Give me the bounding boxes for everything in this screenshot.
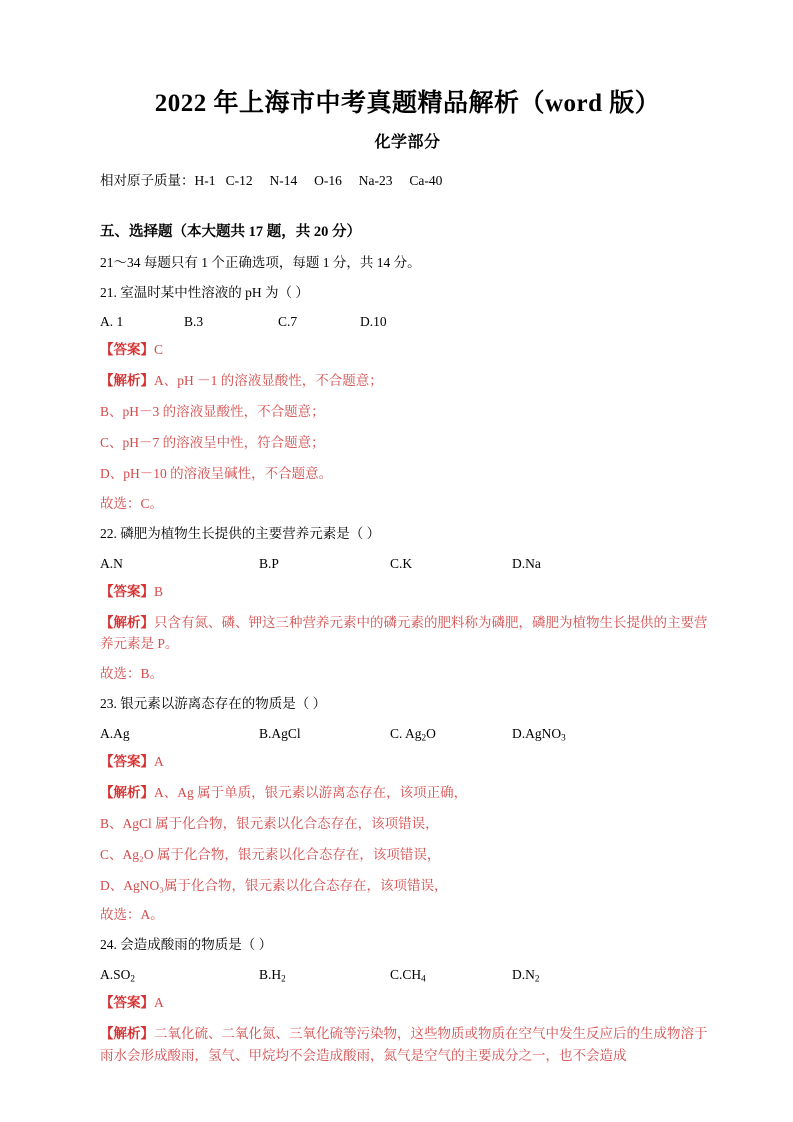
answer-tag: 【答案】 [100, 342, 154, 358]
atomic-mass-reference: 相对原子质量：H-1 C-12 N-14 O-16 Na-23 Ca-40 [100, 173, 443, 189]
answer-value: B [154, 583, 164, 599]
analysis-line [100, 370, 715, 392]
answer-line [100, 582, 715, 603]
analysis-text: 二氧化硫、二氧化氮、三氧化硫等污染物，这些物质或物质在空气中发生反应后的生成物溶于雨水会形成酸雨，氢气、甲烷均不会造成酸雨，氮气是空气的主要成分之一，也不会造成 [100, 1026, 708, 1064]
option-a[interactable]: $A.SO_2$ [100, 967, 135, 984]
option-c[interactable]: C.7 [278, 314, 298, 330]
analysis-line: C、Ag₂O 属于化合物，银元素以化合态存在，该项错误， [100, 846, 441, 862]
analysis-tag: 【解析】 [100, 1026, 154, 1042]
analysis-line [100, 782, 715, 804]
answer-value: A [154, 995, 164, 1011]
analysis-line: D、AgNO₃属于化合物，银元素以化合态存在，该项错误， [100, 877, 448, 893]
section-note: 21～34 每题只有 1 个正确选项，每题 1 分，共 14 分。 [100, 254, 421, 270]
analysis-line [100, 612, 715, 656]
formula-subscript: 4 [421, 973, 426, 984]
section-heading: 五、选择题（本大题共 17 题，共 20 分） [100, 223, 361, 240]
question-options [100, 312, 715, 331]
answer-tag: 【答案】 [100, 754, 154, 770]
analysis-tag: 【解析】 [100, 373, 154, 389]
formula-subscript: 3 [561, 732, 566, 743]
option-d[interactable]: D.Na [512, 555, 541, 571]
analysis-line: C、pH－7 的溶液呈中性，符合题意； [100, 435, 325, 451]
answer-value: C [154, 342, 164, 358]
question-options [100, 724, 715, 743]
analysis-conclusion: 故选：B。 [100, 666, 164, 682]
analysis-line: D、pH－10 的溶液呈碱性，不合题意。 [100, 465, 333, 481]
formula-subscript: 2 [534, 973, 540, 984]
question-options [100, 965, 715, 984]
analysis-text: A、pH －1 的溶液显酸性，不合题意； [154, 373, 383, 389]
answer-tag: 【答案】 [100, 995, 154, 1011]
answer-line [100, 340, 715, 361]
option-a[interactable]: A.N [100, 555, 123, 571]
analysis-tag: 【解析】 [100, 785, 154, 801]
analysis-line [100, 1023, 715, 1067]
question-stem: 24. 会造成酸雨的物质是（ ） [100, 937, 273, 953]
question-block-22 [100, 524, 715, 685]
page-title: 2022 年上海市中考真题精品解析（word 版） [154, 90, 661, 117]
option-d[interactable]: D.10 [360, 314, 387, 330]
analysis-conclusion: 故选：C。 [100, 495, 164, 511]
option-c[interactable]: C. $Ag_2O$ [390, 726, 436, 743]
analysis-line: B、AgCl 属于化合物，银元素以化合态存在，该项错误， [100, 815, 439, 831]
formula-subscript: 2 [421, 732, 427, 743]
option-b[interactable]: B.3 [184, 314, 204, 330]
option-a[interactable]: A.Ag [100, 726, 130, 742]
question-stem: 21. 室温时某中性溶液的 pH 为（ ） [100, 284, 309, 300]
option-d[interactable]: D.AgNO$_3$ [512, 726, 566, 743]
option-b[interactable]: B.AgCl [259, 726, 301, 742]
answer-tag: 【答案】 [100, 583, 154, 599]
analysis-conclusion: 故选：A。 [100, 907, 164, 923]
question-block-21 [100, 283, 715, 515]
question-options [100, 554, 715, 573]
analysis-text: 只含有氮、磷、钾这三种营养元素中的磷元素的肥料称为磷肥，磷肥为植物生长提供的主要营养元素是 P。 [100, 614, 708, 652]
option-c[interactable]: $C.CH_4$ [390, 967, 426, 984]
analysis-text: A、Ag 属于单质，银元素以游离态存在，该项正确， [154, 785, 468, 801]
question-block-24 [100, 935, 715, 1067]
answer-line [100, 993, 715, 1014]
question-stem: 22. 磷肥为植物生长提供的主要营养元素是（ ） [100, 525, 381, 541]
option-a[interactable]: A. 1 [100, 314, 124, 330]
question-block-23 [100, 694, 715, 926]
analysis-line: B、pH－3 的溶液显酸性，不合题意； [100, 404, 325, 420]
question-stem: 23. 银元素以游离态存在的物质是（ ） [100, 696, 327, 712]
page-subtitle: 化学部分 [374, 134, 441, 152]
analysis-tag: 【解析】 [100, 614, 154, 630]
option-d[interactable]: $D.N_2$ [512, 967, 540, 984]
option-b[interactable]: B.P [259, 555, 279, 571]
answer-value: A [154, 754, 164, 770]
formula-subscript: 2 [281, 973, 286, 984]
option-c[interactable]: C.K [390, 555, 413, 571]
answer-line [100, 752, 715, 773]
option-b[interactable]: $B.H_2$ [259, 967, 286, 984]
formula-subscript: 2 [130, 973, 135, 984]
